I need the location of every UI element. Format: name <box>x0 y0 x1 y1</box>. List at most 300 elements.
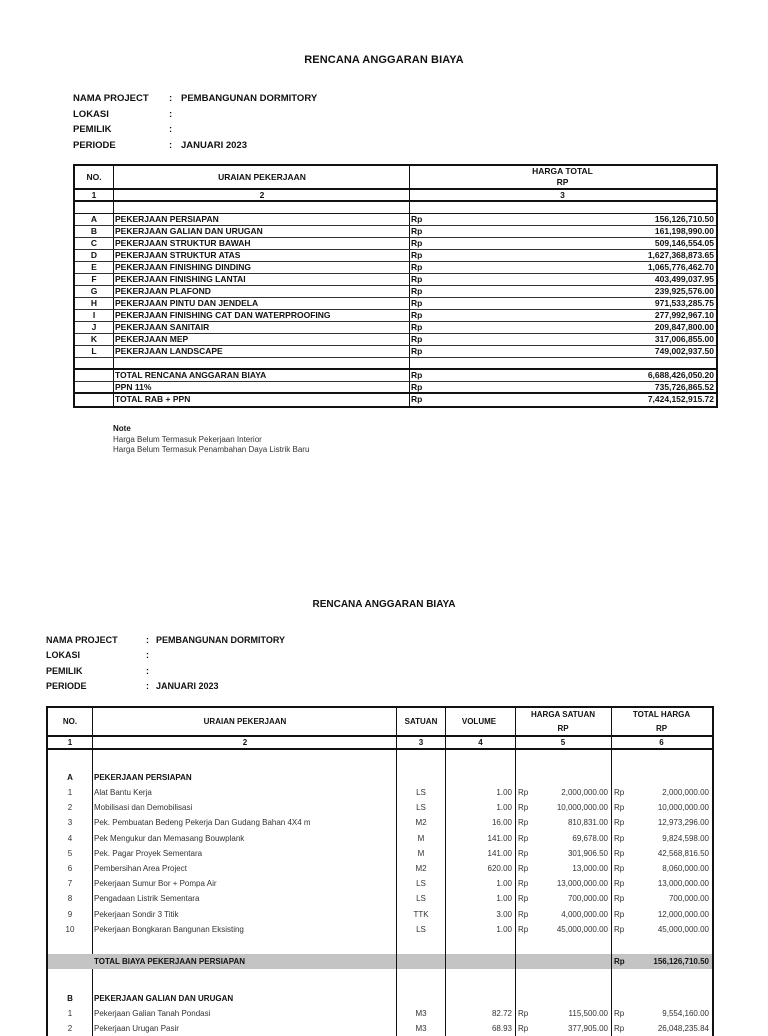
row-volume: 1.00 <box>446 922 516 937</box>
row-price-cell <box>516 1006 612 1021</box>
currency: Rp <box>518 924 529 934</box>
row-no: 8 <box>48 891 93 906</box>
row-amount-cell <box>410 334 716 345</box>
currency: Rp <box>411 310 423 320</box>
row-volume: 82.72 <box>446 1006 516 1021</box>
total-row-ppn <box>75 382 716 394</box>
unit-price: 377,905.00 <box>567 1024 608 1034</box>
currency: Rp <box>614 848 625 858</box>
spacer-row <box>48 969 712 991</box>
table-row <box>48 831 712 846</box>
amount: 239,925,576.00 <box>654 286 714 296</box>
currency: Rp <box>614 909 625 919</box>
row-price-cell <box>516 785 612 800</box>
table-row <box>48 800 712 815</box>
meta-value: JANUARI 2023 <box>156 680 219 691</box>
unit-price: 2,000,000.00 <box>561 788 608 797</box>
total-amount-cell <box>410 394 716 406</box>
unit-price: 301,906.50 <box>567 848 608 858</box>
row-no: A <box>75 214 114 225</box>
amount: 7,424,152,915.72 <box>647 394 714 404</box>
table-row <box>75 274 716 286</box>
total-price: 12,000,000.00 <box>657 909 709 919</box>
meta-row-project <box>46 633 285 648</box>
row-desc: PEKERJAAN STRUKTUR BAWAH <box>114 238 410 249</box>
currency: Rp <box>614 803 625 813</box>
header-line: RP <box>655 723 668 733</box>
meta-row-periode <box>73 138 317 154</box>
row-total-cell <box>612 922 712 937</box>
currency: Rp <box>411 286 423 296</box>
total-row-rab <box>75 370 716 382</box>
unit-price: 13,000.00 <box>572 863 608 873</box>
section-title: PEKERJAAN GALIAN DAN URUGAN <box>93 991 397 1006</box>
currency: Rp <box>518 1024 529 1034</box>
amount: 971,533,285.75 <box>654 298 714 308</box>
spacer-row <box>48 937 712 954</box>
currency: Rp <box>518 909 529 919</box>
row-no: H <box>75 298 114 309</box>
total-price: 9,554,160.00 <box>662 1008 709 1018</box>
amount: 1,065,776,462.70 <box>647 262 714 272</box>
currency: Rp <box>614 788 625 797</box>
currency: Rp <box>411 214 423 224</box>
amount: 156,126,710.50 <box>654 214 714 224</box>
summary-title: RENCANA ANGGARAN BIAYA <box>304 54 464 66</box>
row-total-cell <box>612 861 712 876</box>
row-price-cell <box>516 891 612 906</box>
amount: 277,992,967.10 <box>654 310 714 320</box>
row-unit: LS <box>397 891 446 906</box>
row-amount-cell <box>410 286 716 297</box>
row-no: K <box>75 334 114 345</box>
row-unit: M3 <box>397 1006 446 1021</box>
row-no: G <box>75 286 114 297</box>
row-amount-cell <box>410 274 716 285</box>
row-volume: 620.00 <box>446 861 516 876</box>
currency: Rp <box>518 1008 529 1018</box>
row-no: 3 <box>48 815 93 830</box>
summary-table <box>73 164 718 408</box>
row-desc: PEKERJAAN PINTU DAN JENDELA <box>114 298 410 309</box>
header-satuan: SATUAN <box>397 708 446 735</box>
row-no: L <box>75 346 114 357</box>
row-price-cell <box>516 846 612 861</box>
row-amount-cell <box>410 322 716 333</box>
currency: Rp <box>411 382 423 392</box>
meta-row-periode <box>46 679 285 694</box>
row-unit: M2 <box>397 815 446 830</box>
table-row <box>75 250 716 262</box>
row-volume: 1.00 <box>446 891 516 906</box>
row-unit: LS <box>397 922 446 937</box>
row-volume: 1.00 <box>446 876 516 891</box>
row-desc: Pek Mengukur dan Memasang Bouwplank <box>93 831 397 846</box>
row-volume: 68.93 <box>446 1021 516 1036</box>
row-price-cell <box>516 1021 612 1036</box>
meta-row-project <box>73 91 317 107</box>
row-no: D <box>75 250 114 261</box>
row-volume: 3.00 <box>446 907 516 922</box>
table-row <box>75 238 716 250</box>
note-block <box>113 424 309 456</box>
total-price: 12,973,296.00 <box>657 818 709 828</box>
row-amount-cell <box>410 250 716 261</box>
table-row <box>48 876 712 891</box>
row-unit: LS <box>397 876 446 891</box>
currency: Rp <box>411 238 423 248</box>
col-number: 6 <box>659 738 664 747</box>
row-amount-cell <box>410 214 716 225</box>
amount: 317,006,855.00 <box>654 334 714 344</box>
currency: Rp <box>518 833 529 843</box>
unit-price: 700,000.00 <box>567 894 608 904</box>
row-volume: 16.00 <box>446 815 516 830</box>
row-amount-cell <box>410 226 716 237</box>
meta-colon: : <box>169 139 173 151</box>
row-no: 10 <box>48 922 93 937</box>
detail-title: RENCANA ANGGARAN BIAYA <box>312 599 456 610</box>
row-unit: M <box>397 831 446 846</box>
col-number: 4 <box>446 737 516 748</box>
row-price-cell <box>516 876 612 891</box>
row-unit: M2 <box>397 861 446 876</box>
row-no: 5 <box>48 846 93 861</box>
row-desc: PEKERJAAN FINISHING DINDING <box>114 262 410 273</box>
table-row <box>75 226 716 238</box>
meta-row-pemilik <box>46 664 285 679</box>
currency: Rp <box>518 848 529 858</box>
total-row-rab-ppn <box>75 394 716 406</box>
row-no: 1 <box>48 785 93 800</box>
currency: Rp <box>518 803 529 813</box>
section-header-b <box>48 991 712 1006</box>
header-line: TOTAL HARGA <box>632 709 691 719</box>
row-desc: Pekerjaan Galian Tanah Pondasi <box>93 1006 397 1021</box>
spacer-row <box>48 750 712 770</box>
row-desc: PEKERJAAN MEP <box>114 334 410 345</box>
meta-label: PERIODE <box>46 680 87 691</box>
row-total-cell <box>612 891 712 906</box>
row-desc: PEKERJAAN PLAFOND <box>114 286 410 297</box>
unit-price: 10,000,000.00 <box>556 803 608 813</box>
row-no: B <box>75 226 114 237</box>
currency: Rp <box>614 956 625 966</box>
row-volume: 141.00 <box>446 831 516 846</box>
row-price-cell <box>516 907 612 922</box>
note-title: Note <box>113 424 131 433</box>
row-total-cell <box>612 876 712 891</box>
table-row <box>75 298 716 310</box>
row-total-cell <box>612 800 712 815</box>
meta-value: PEMBANGUNAN DORMITORY <box>181 93 318 104</box>
row-amount-cell <box>410 238 716 249</box>
col-number: 2 <box>93 737 397 748</box>
row-no: C <box>75 238 114 249</box>
table-row <box>48 846 712 861</box>
total-price: 42,568,816.50 <box>657 848 709 858</box>
row-desc: Pekerjaan Sumur Bor + Pompa Air <box>93 876 397 891</box>
amount: 509,146,554.05 <box>654 238 714 248</box>
header-uraian: URAIAN PEKERJAAN <box>114 166 410 188</box>
row-amount-cell <box>410 346 716 357</box>
row-desc: PEKERJAAN FINISHING CAT DAN WATERPROOFING <box>114 310 410 321</box>
row-total-cell <box>612 1006 712 1021</box>
total-amount-cell <box>410 370 716 381</box>
row-desc: Mobilisasi dan Demobilisasi <box>93 800 397 815</box>
unit-price: 810,831.00 <box>567 818 608 828</box>
row-desc: Pengadaan Listrik Sementara <box>93 891 397 906</box>
note-line: Harga Belum Termasuk Pekerjaan Interior <box>113 434 262 444</box>
row-desc: Pekerjaan Sondir 3 Titik <box>93 907 397 922</box>
section-total-label: TOTAL BIAYA PEKERJAAN PERSIAPAN <box>93 954 397 969</box>
meta-colon: : <box>146 635 149 645</box>
currency: Rp <box>411 322 423 332</box>
col-number: 3 <box>560 190 565 200</box>
row-desc: PEKERJAAN PERSIAPAN <box>114 214 410 225</box>
table-row <box>48 907 712 922</box>
currency: Rp <box>411 250 423 260</box>
table-row <box>48 1006 712 1021</box>
note-line: Harga Belum Termasuk Penambahan Daya Listrik Baru <box>113 445 310 454</box>
header-no: NO. <box>48 708 93 735</box>
blank-row <box>75 358 716 370</box>
meta-value: JANUARI 2023 <box>181 139 247 151</box>
row-amount-cell <box>410 262 716 273</box>
table-row <box>75 346 716 358</box>
section-no: B <box>48 991 93 1006</box>
meta-colon: : <box>146 680 149 691</box>
row-desc: PEKERJAAN GALIAN DAN URUGAN <box>114 226 410 237</box>
row-price-cell <box>516 815 612 830</box>
row-unit: M3 <box>397 1021 446 1036</box>
currency: Rp <box>614 1024 625 1034</box>
row-no: I <box>75 310 114 321</box>
currency: Rp <box>411 334 423 344</box>
amount: 161,198,990.00 <box>654 226 714 236</box>
table-row <box>75 262 716 274</box>
table-row <box>48 861 712 876</box>
amount: 209,847,800.00 <box>654 322 714 332</box>
meta-colon: : <box>146 650 149 661</box>
col-number: 1 <box>75 190 114 200</box>
row-amount-cell <box>410 310 716 321</box>
meta-label: PEMILIK <box>73 124 112 135</box>
currency: Rp <box>614 879 625 889</box>
row-no: 2 <box>48 800 93 815</box>
currency: Rp <box>411 262 423 272</box>
detail-table <box>46 706 714 1036</box>
row-price-cell <box>516 861 612 876</box>
row-desc: Pek. Pembuatan Bedeng Pekerja Dan Gudang Bahan 4X4 m <box>93 815 397 830</box>
table-row <box>75 286 716 298</box>
currency: Rp <box>614 924 625 934</box>
detail-project-info <box>46 633 285 694</box>
amount: 1,627,368,873.65 <box>647 250 714 260</box>
row-no: J <box>75 322 114 333</box>
row-desc: Pekerjaan Urugan Pasir <box>93 1021 397 1036</box>
column-number-row <box>75 190 716 202</box>
meta-label: PERIODE <box>73 139 116 151</box>
summary-project-info <box>73 91 317 153</box>
amount: 735,726,865.52 <box>654 382 714 392</box>
row-price-cell <box>516 800 612 815</box>
meta-row-pemilik <box>73 122 317 138</box>
row-price-cell <box>516 831 612 846</box>
row-total-cell <box>612 1021 712 1036</box>
row-total-cell <box>612 815 712 830</box>
total-price: 10,000,000.00 <box>657 803 709 813</box>
currency: Rp <box>411 370 423 380</box>
total-price: 9,824,598.00 <box>662 833 709 843</box>
header-volume: VOLUME <box>446 708 516 735</box>
meta-row-lokasi <box>73 107 317 123</box>
row-amount-cell <box>410 298 716 309</box>
row-desc: PEKERJAAN LANDSCAPE <box>114 346 410 357</box>
header-line: RP <box>557 723 569 733</box>
meta-label: NAMA PROJECT <box>46 635 118 645</box>
meta-label: PEMILIK <box>46 665 83 676</box>
row-desc: PEKERJAAN STRUKTUR ATAS <box>114 250 410 261</box>
total-label: PPN 11% <box>114 382 410 392</box>
meta-label: LOKASI <box>73 108 109 120</box>
total-amount-cell <box>410 382 716 392</box>
total-label: TOTAL RAB + PPN <box>114 394 410 406</box>
row-unit: TTK <box>397 907 446 922</box>
currency: Rp <box>411 226 423 236</box>
section-header-a <box>48 770 712 785</box>
currency: Rp <box>518 894 529 904</box>
column-number-row <box>48 737 712 750</box>
currency: Rp <box>614 818 625 828</box>
header-harga-total <box>410 166 716 188</box>
row-no: 6 <box>48 861 93 876</box>
row-desc: Pekerjaan Bongkaran Bangunan Eksisting <box>93 922 397 937</box>
header-harga-line1: HARGA TOTAL <box>532 166 593 176</box>
header-no: NO. <box>75 166 114 188</box>
table-row <box>48 922 712 937</box>
row-no: 1 <box>48 1006 93 1021</box>
header-harga-satuan <box>516 708 612 735</box>
total-price: 700,000.00 <box>668 894 709 904</box>
row-total-cell <box>612 785 712 800</box>
total-price: 8,060,000.00 <box>662 863 709 873</box>
total-price: 45,000,000.00 <box>657 924 709 934</box>
row-total-cell <box>612 831 712 846</box>
meta-value: PEMBANGUNAN DORMITORY <box>156 635 286 645</box>
row-price-cell <box>516 922 612 937</box>
section-total-cell <box>612 954 712 969</box>
currency: Rp <box>614 894 625 904</box>
row-unit: M <box>397 846 446 861</box>
row-no: E <box>75 262 114 273</box>
header-total-harga <box>612 708 712 735</box>
currency: Rp <box>518 818 529 828</box>
col-number: 2 <box>114 190 410 200</box>
currency: Rp <box>518 863 529 873</box>
blank-row <box>75 202 716 214</box>
meta-colon: : <box>169 124 173 135</box>
section-no: A <box>48 770 93 785</box>
table-row <box>75 310 716 322</box>
row-total-cell <box>612 846 712 861</box>
table-row <box>48 785 712 800</box>
header-uraian: URAIAN PEKERJAAN <box>93 708 397 735</box>
currency: Rp <box>411 346 423 356</box>
col-number: 3 <box>397 737 446 748</box>
row-no: 4 <box>48 831 93 846</box>
currency: Rp <box>614 833 625 843</box>
currency: Rp <box>614 1008 625 1018</box>
row-no: 2 <box>48 1021 93 1036</box>
total-price: 2,000,000.00 <box>662 788 709 797</box>
row-desc: Pembersihan Area Project <box>93 861 397 876</box>
section-total-amount: 156,126,710.50 <box>653 956 709 966</box>
row-desc: PEKERJAAN SANITAIR <box>114 322 410 333</box>
row-no: 7 <box>48 876 93 891</box>
summary-table-header <box>75 166 716 190</box>
header-harga-line2: RP <box>556 177 569 187</box>
section-title: PEKERJAAN PERSIAPAN <box>93 770 397 785</box>
table-row <box>75 334 716 346</box>
unit-price: 69,678.00 <box>572 833 608 843</box>
currency: Rp <box>614 863 625 873</box>
meta-label: LOKASI <box>46 650 81 661</box>
amount: 6,688,426,050.20 <box>647 370 714 380</box>
meta-colon: : <box>146 665 149 676</box>
total-price: 13,000,000.00 <box>657 879 709 889</box>
row-total-cell <box>612 907 712 922</box>
row-volume: 1.00 <box>446 800 516 815</box>
meta-colon: : <box>169 93 173 104</box>
row-unit: LS <box>397 800 446 815</box>
table-row <box>48 815 712 830</box>
total-label: TOTAL RENCANA ANGGARAN BIAYA <box>114 370 410 381</box>
table-row <box>48 1021 712 1036</box>
unit-price: 13,000,000.00 <box>556 879 608 889</box>
table-row <box>48 891 712 906</box>
row-desc: Alat Bantu Kerja <box>93 785 397 800</box>
currency: Rp <box>518 788 529 797</box>
table-row <box>75 322 716 334</box>
amount: 749,002,937.50 <box>654 346 714 356</box>
section-total-row-a <box>48 954 712 969</box>
col-number: 5 <box>516 737 612 748</box>
meta-colon: : <box>169 108 173 120</box>
detail-table-header <box>48 708 712 737</box>
total-price: 26,048,235.84 <box>657 1024 709 1034</box>
row-unit: LS <box>397 785 446 800</box>
unit-price: 115,500.00 <box>568 1008 608 1018</box>
unit-price: 4,000,000.00 <box>561 909 608 919</box>
row-volume: 1.00 <box>446 785 516 800</box>
amount: 403,499,037.95 <box>654 274 714 284</box>
meta-label: NAMA PROJECT <box>73 93 149 104</box>
header-line: HARGA SATUAN <box>531 709 595 719</box>
unit-price: 45,000,000.00 <box>556 924 608 934</box>
currency: Rp <box>411 298 423 308</box>
row-desc: Pek. Pagar Proyek Sementara <box>93 846 397 861</box>
row-no: 9 <box>48 907 93 922</box>
row-no: F <box>75 274 114 285</box>
currency: Rp <box>518 879 529 889</box>
row-desc: PEKERJAAN FINISHING LANTAI <box>114 274 410 285</box>
col-number: 1 <box>48 737 93 748</box>
currency: Rp <box>411 394 423 404</box>
row-volume: 141.00 <box>446 846 516 861</box>
currency: Rp <box>411 274 423 284</box>
meta-row-lokasi <box>46 648 285 663</box>
